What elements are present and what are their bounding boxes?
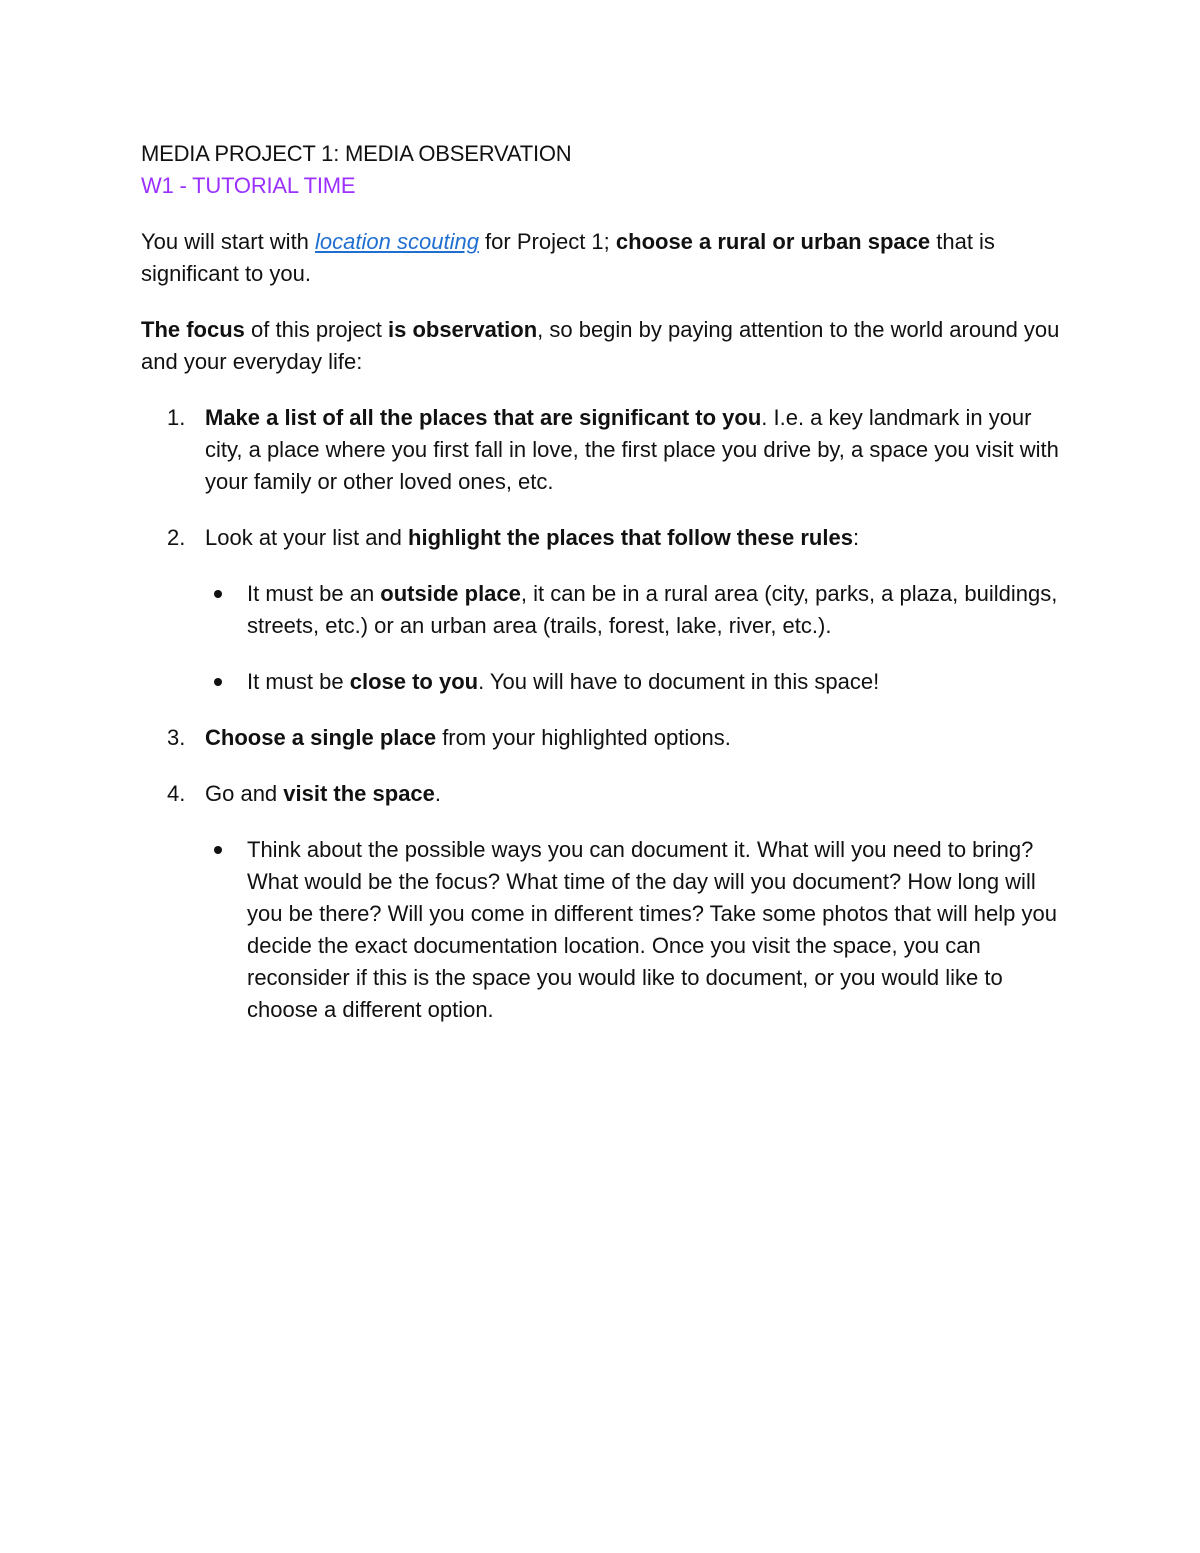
step-text: Look at your list and [205,525,409,550]
step-text: from your highlighted options. [436,725,731,750]
visit-tip-item [205,834,1071,1026]
intro-emphasis: choose a rural or urban space [615,229,931,254]
step-text: : [852,525,860,550]
tip-text: Think about the possible ways you can document it. What will you need to bring? What would be the focus? What time of the day will you document? How long will you be there? Will you come in different times? Take some photos that will help you decide the exact documentation location. Once you visit the space, you can reconsider if this is the space you would like to document, or you would like to choose a different option. [247,837,1057,1022]
step-number: 3. [167,725,186,750]
rule-text: It must be [247,669,350,694]
rule-emphasis: outside place [380,581,521,606]
bullet-icon [214,846,222,854]
step-number: 4. [167,781,186,806]
step-item-4 [141,778,1071,1026]
visit-tips-list [205,834,1071,1026]
rule-emphasis: close to you [349,669,479,694]
step-text: Go and [205,781,284,806]
document-subtitle: W1 - TUTORIAL TIME [141,173,356,198]
step-emphasis: Make a list of all the places that are significant to you [205,405,762,430]
intro-text: You will start with [141,229,316,254]
focus-emphasis: is observation [387,317,538,342]
step-number: 1. [167,405,186,430]
document-title: MEDIA PROJECT 1: MEDIA OBSERVATION [141,141,572,166]
intro-paragraph [141,226,1071,290]
rule-item-outside [205,578,1071,642]
focus-text: , so begin by paying attention to the world around you and your everyday life: [141,317,1060,374]
step-number: 2. [167,525,186,550]
rule-item-close [205,666,1071,698]
step-item-1 [141,402,1071,498]
location-scouting-link[interactable]: location scouting [315,229,479,254]
step-emphasis: visit the space [283,781,435,806]
step-text: . I.e. a key landmark in your city, a place where you first fall in love, the first place you drive by, a space you visit with your family or other loved ones, etc. [205,405,1059,494]
focus-emphasis: The focus [141,317,245,342]
rule-text: . You will have to document in this space! [478,669,880,694]
focus-text: of this project [244,317,388,342]
step-emphasis: Choose a single place [205,725,437,750]
rule-text: It must be an [247,581,381,606]
step-emphasis: highlight the places that follow these rules [408,525,853,550]
bullet-icon [214,590,222,598]
steps-list [141,402,1071,1026]
intro-text: that is significant to you. [141,229,995,286]
focus-paragraph [141,314,1071,378]
step-text: . [434,781,442,806]
rule-text: , it can be in a rural area (city, parks, a plaza, buildings, streets, etc.) or an urban area (trails, forest, lake, river, etc.). [247,581,1058,638]
intro-text: for Project 1; [478,229,616,254]
rules-list [205,578,1071,698]
bullet-icon [214,678,222,686]
step-item-3 [141,722,1071,754]
step-item-2 [141,522,1071,698]
document-page [141,138,1071,1050]
